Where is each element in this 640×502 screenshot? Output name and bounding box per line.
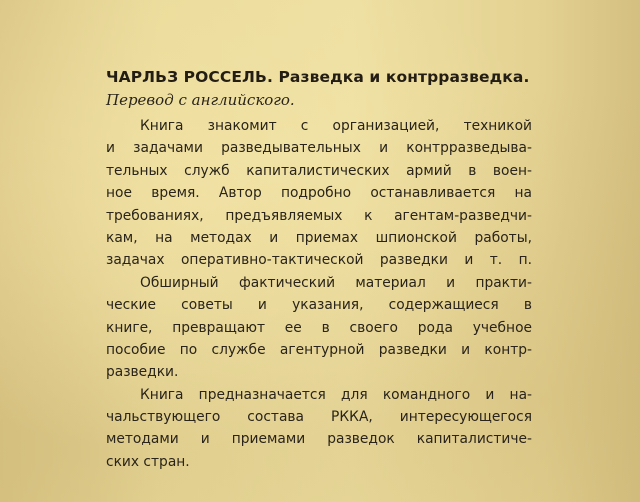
text-line: пособие по службе агентурной разведки и контр- <box>106 341 532 358</box>
text-line: чальствующего состава РККА, интересующегося <box>106 409 532 426</box>
paragraph-description <box>106 115 532 272</box>
text-line: методами и приемами разведок капиталистиче- <box>106 431 532 448</box>
text-line: ских стран. <box>106 453 190 470</box>
text-line: Книга знакомит с организацией, техникой <box>140 118 532 134</box>
book-heading <box>106 68 532 87</box>
text-line: Книга предназначается для командного и на- <box>140 386 532 403</box>
text-line: разведки. <box>106 364 179 381</box>
text-line: задачах оперативно-тактической разведки и т. п. <box>106 252 532 269</box>
text-line: книге, превращают ее в своего рода учебное <box>106 319 532 336</box>
text-line: ческие советы и указания, содержащиеся в <box>106 297 532 314</box>
book-title: Разведка и контрразведка. <box>278 68 530 86</box>
text-line: кам, на методах и приемах шпионской работы, <box>106 229 532 246</box>
text-line: Обширный фактический материал и практи- <box>140 274 532 291</box>
text-line: и задачами разведывательных и контрразведыва- <box>106 140 532 157</box>
paragraph-audience <box>106 384 532 474</box>
text-line: ное время. Автор подробно останавливается на <box>106 185 532 202</box>
text-line: требованиях, предъявляемых к агентам-разведчи- <box>106 207 532 224</box>
text-line: тельных служб капиталистических армий в воен- <box>106 162 532 179</box>
paragraph-material <box>106 272 532 384</box>
author-name: ЧАРЛЬЗ РОССЕЛЬ. <box>106 68 273 86</box>
book-annotation <box>106 68 532 473</box>
translation-note: Перевод с английского. <box>106 91 295 109</box>
